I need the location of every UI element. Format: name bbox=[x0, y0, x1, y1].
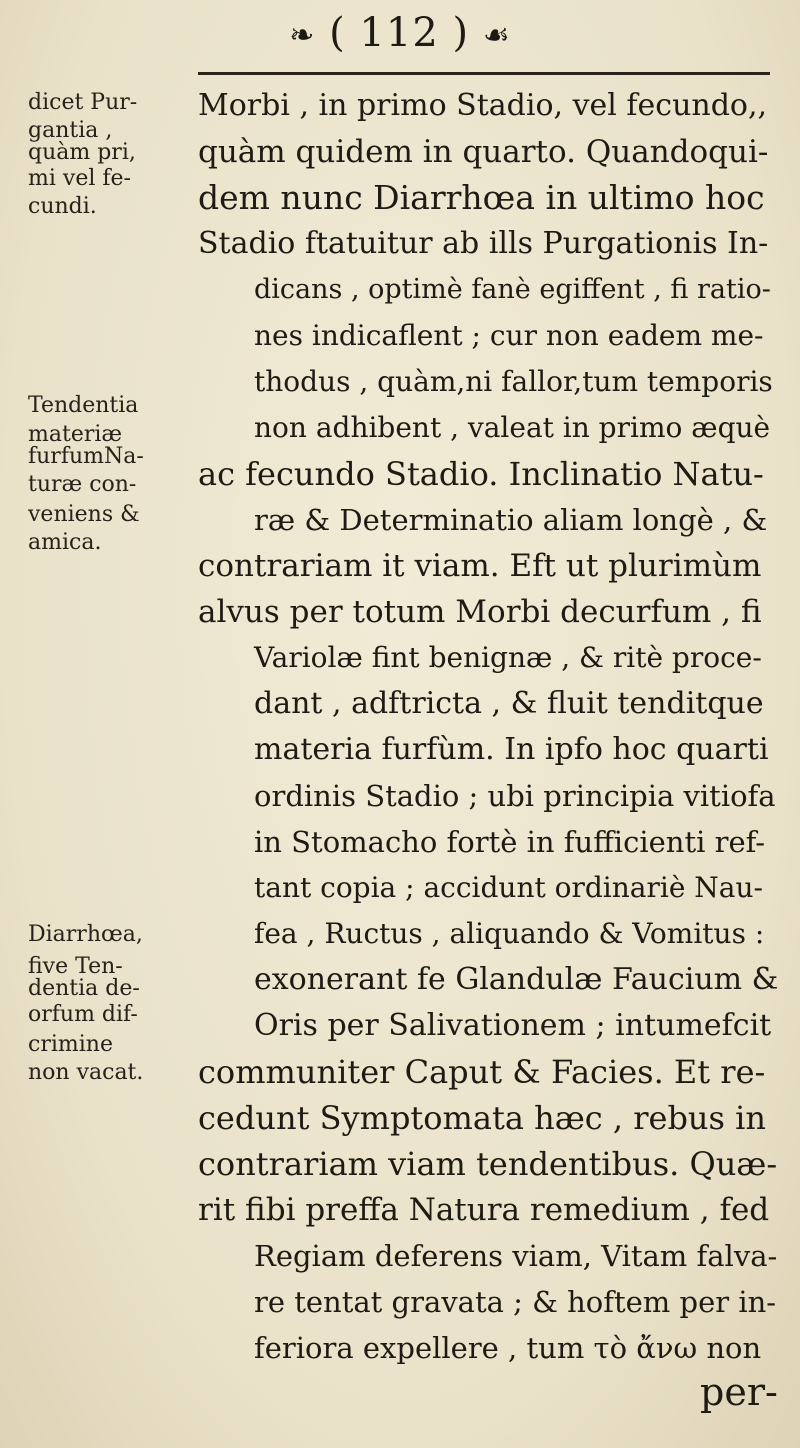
margin-note-line: cundi. bbox=[28, 194, 97, 219]
margin-note-line: crimine bbox=[28, 1032, 113, 1057]
text-line: dant , adftricta , & fluit tenditque bbox=[254, 686, 764, 721]
margin-note-line: dicet Pur- bbox=[28, 90, 138, 115]
margin-note-line: materiæ bbox=[28, 422, 123, 447]
text-line: thodus , quàm,ni fallor,tum temporis bbox=[254, 365, 773, 398]
text-line: dicans , optimè fanè egiffent , fi ratio- bbox=[254, 274, 771, 305]
margin-note-line: furfumNa- bbox=[28, 444, 144, 469]
text-line: Regiam deferens viam, Vitam falva- bbox=[254, 1239, 778, 1273]
text-line: contrariam viam tendentibus. Quæ- bbox=[198, 1145, 778, 1183]
ornament-left-icon: ❧ bbox=[289, 18, 316, 53]
text-line: Morbi , in primo Stadio, vel fecundo,, bbox=[198, 88, 768, 123]
text-line: feriora expellere , tum τὸ ἄνω non bbox=[254, 1331, 762, 1365]
margin-note-line: mi vel fe- bbox=[28, 166, 131, 191]
margin-note-line: gantia , bbox=[28, 118, 113, 143]
text-line: communiter Caput & Facies. Et re- bbox=[198, 1053, 766, 1091]
text-line: in Stomacho fortè in fufficienti ref- bbox=[254, 825, 766, 859]
catchword: per- bbox=[700, 1370, 778, 1414]
text-line: cedunt Symptomata hæc , rebus in bbox=[198, 1099, 766, 1137]
margin-note-line: turæ con- bbox=[28, 472, 137, 497]
text-line: dem nunc Diarrhœa in ultimo hoc bbox=[198, 178, 765, 217]
text-line: re tentat gravata ; & hoftem per in- bbox=[254, 1285, 777, 1319]
margin-note-line: veniens & bbox=[28, 502, 140, 527]
text-line: nes indicaflent ; cur non eadem me- bbox=[254, 319, 764, 352]
text-line: ræ & Determinatio aliam longè , & bbox=[254, 503, 768, 537]
margin-note-line: orfum dif- bbox=[28, 1002, 138, 1027]
margin-note-line: dentia de- bbox=[28, 976, 140, 1001]
text-line: alvus per totum Morbi decurfum , fi bbox=[198, 594, 762, 630]
text-line: non adhibent , valeat in primo æquè bbox=[254, 411, 771, 444]
text-line: rit fibi preffa Natura remedium , fed bbox=[198, 1192, 770, 1228]
page-number: ( 112 ) bbox=[329, 10, 470, 56]
text-line: ordinis Stadio ; ubi principia vitiofa bbox=[254, 779, 776, 813]
margin-note-line: non vacat. bbox=[28, 1060, 144, 1085]
text-line: contrariam it viam. Eft ut plurimùm bbox=[198, 548, 762, 584]
text-line: materia furfùm. In ipfo hoc quarti bbox=[254, 732, 769, 767]
text-line: Stadio ftatuitur ab ills Purgationis In- bbox=[198, 226, 769, 261]
text-line: fea , Ructus , aliquando & Vomitus : bbox=[254, 917, 765, 950]
text-line: quàm quidem in quarto. Quandoqui- bbox=[198, 134, 769, 170]
margin-note-line: quàm pri, bbox=[28, 140, 136, 165]
ornament-right-icon: ☙ bbox=[482, 18, 511, 53]
text-line: ac fecundo Stadio. Inclinatio Natu- bbox=[198, 455, 764, 493]
margin-note-line: amica. bbox=[28, 530, 102, 555]
text-line: Oris per Salivationem ; intumefcit bbox=[254, 1008, 772, 1043]
text-line: Variolæ fint benignæ , & ritè proce- bbox=[254, 641, 762, 674]
text-line: exonerant fe Glandulæ Faucium & bbox=[254, 962, 779, 997]
margin-note-line: Diarrhœa, bbox=[28, 922, 143, 947]
margin-note-line: Tendentia bbox=[28, 393, 139, 418]
margin-note-line: five Ten- bbox=[28, 954, 123, 979]
text-line: tant copia ; accidunt ordinariè Nau- bbox=[254, 871, 763, 904]
